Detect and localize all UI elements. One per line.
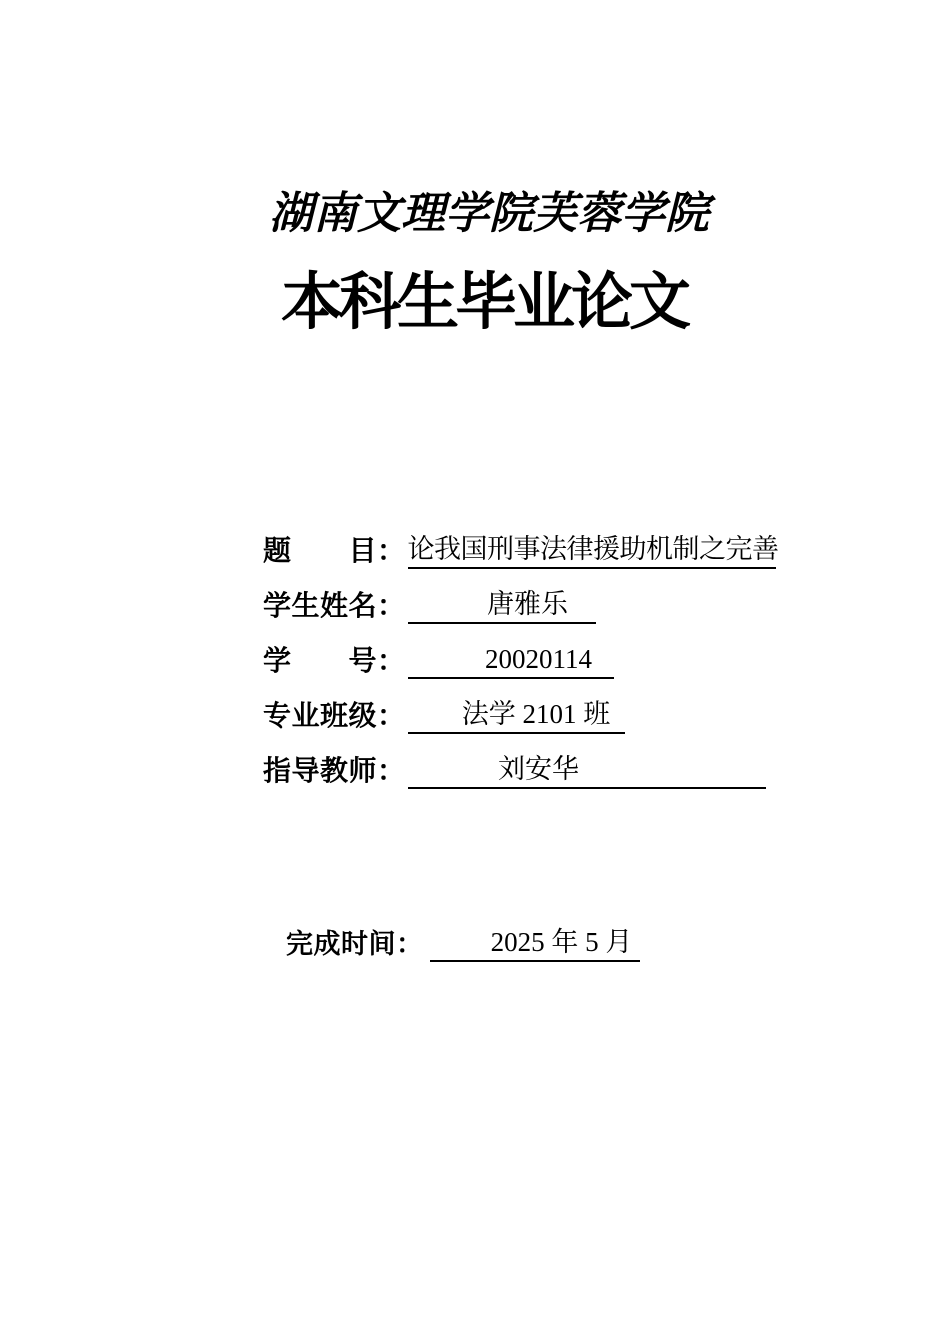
cover-form [263, 514, 779, 789]
document-title: 本科生毕业论文 [280, 269, 687, 337]
advisor-value: 刘安华 [408, 751, 766, 789]
completion-time-row [286, 918, 640, 962]
field-row-student-name [263, 569, 773, 624]
field-row-student-id [263, 624, 773, 679]
topic-label: 题 目： [263, 535, 406, 566]
topic-value: 论我国刑事法律援助机制之完善 [408, 531, 776, 569]
major-class-label: 专业班级： [263, 700, 406, 731]
student-name-value: 唐雅乐 [408, 586, 596, 624]
student-id-label: 学 号： [263, 645, 406, 676]
completion-time-value: 2025 年 5 月 [430, 924, 640, 962]
student-name-label: 学生姓名： [263, 590, 406, 621]
major-class-value: 法学 2101 班 [408, 696, 625, 734]
student-id-value: 20020114 [408, 641, 614, 679]
advisor-label: 指导教师： [263, 755, 406, 786]
completion-time-label: 完成时间： [286, 929, 424, 959]
field-row-major-class [263, 679, 773, 734]
field-row-topic [263, 514, 779, 569]
field-row-advisor [263, 734, 773, 789]
institution-name: 湖南文理学院芙蓉学院 [269, 188, 709, 239]
